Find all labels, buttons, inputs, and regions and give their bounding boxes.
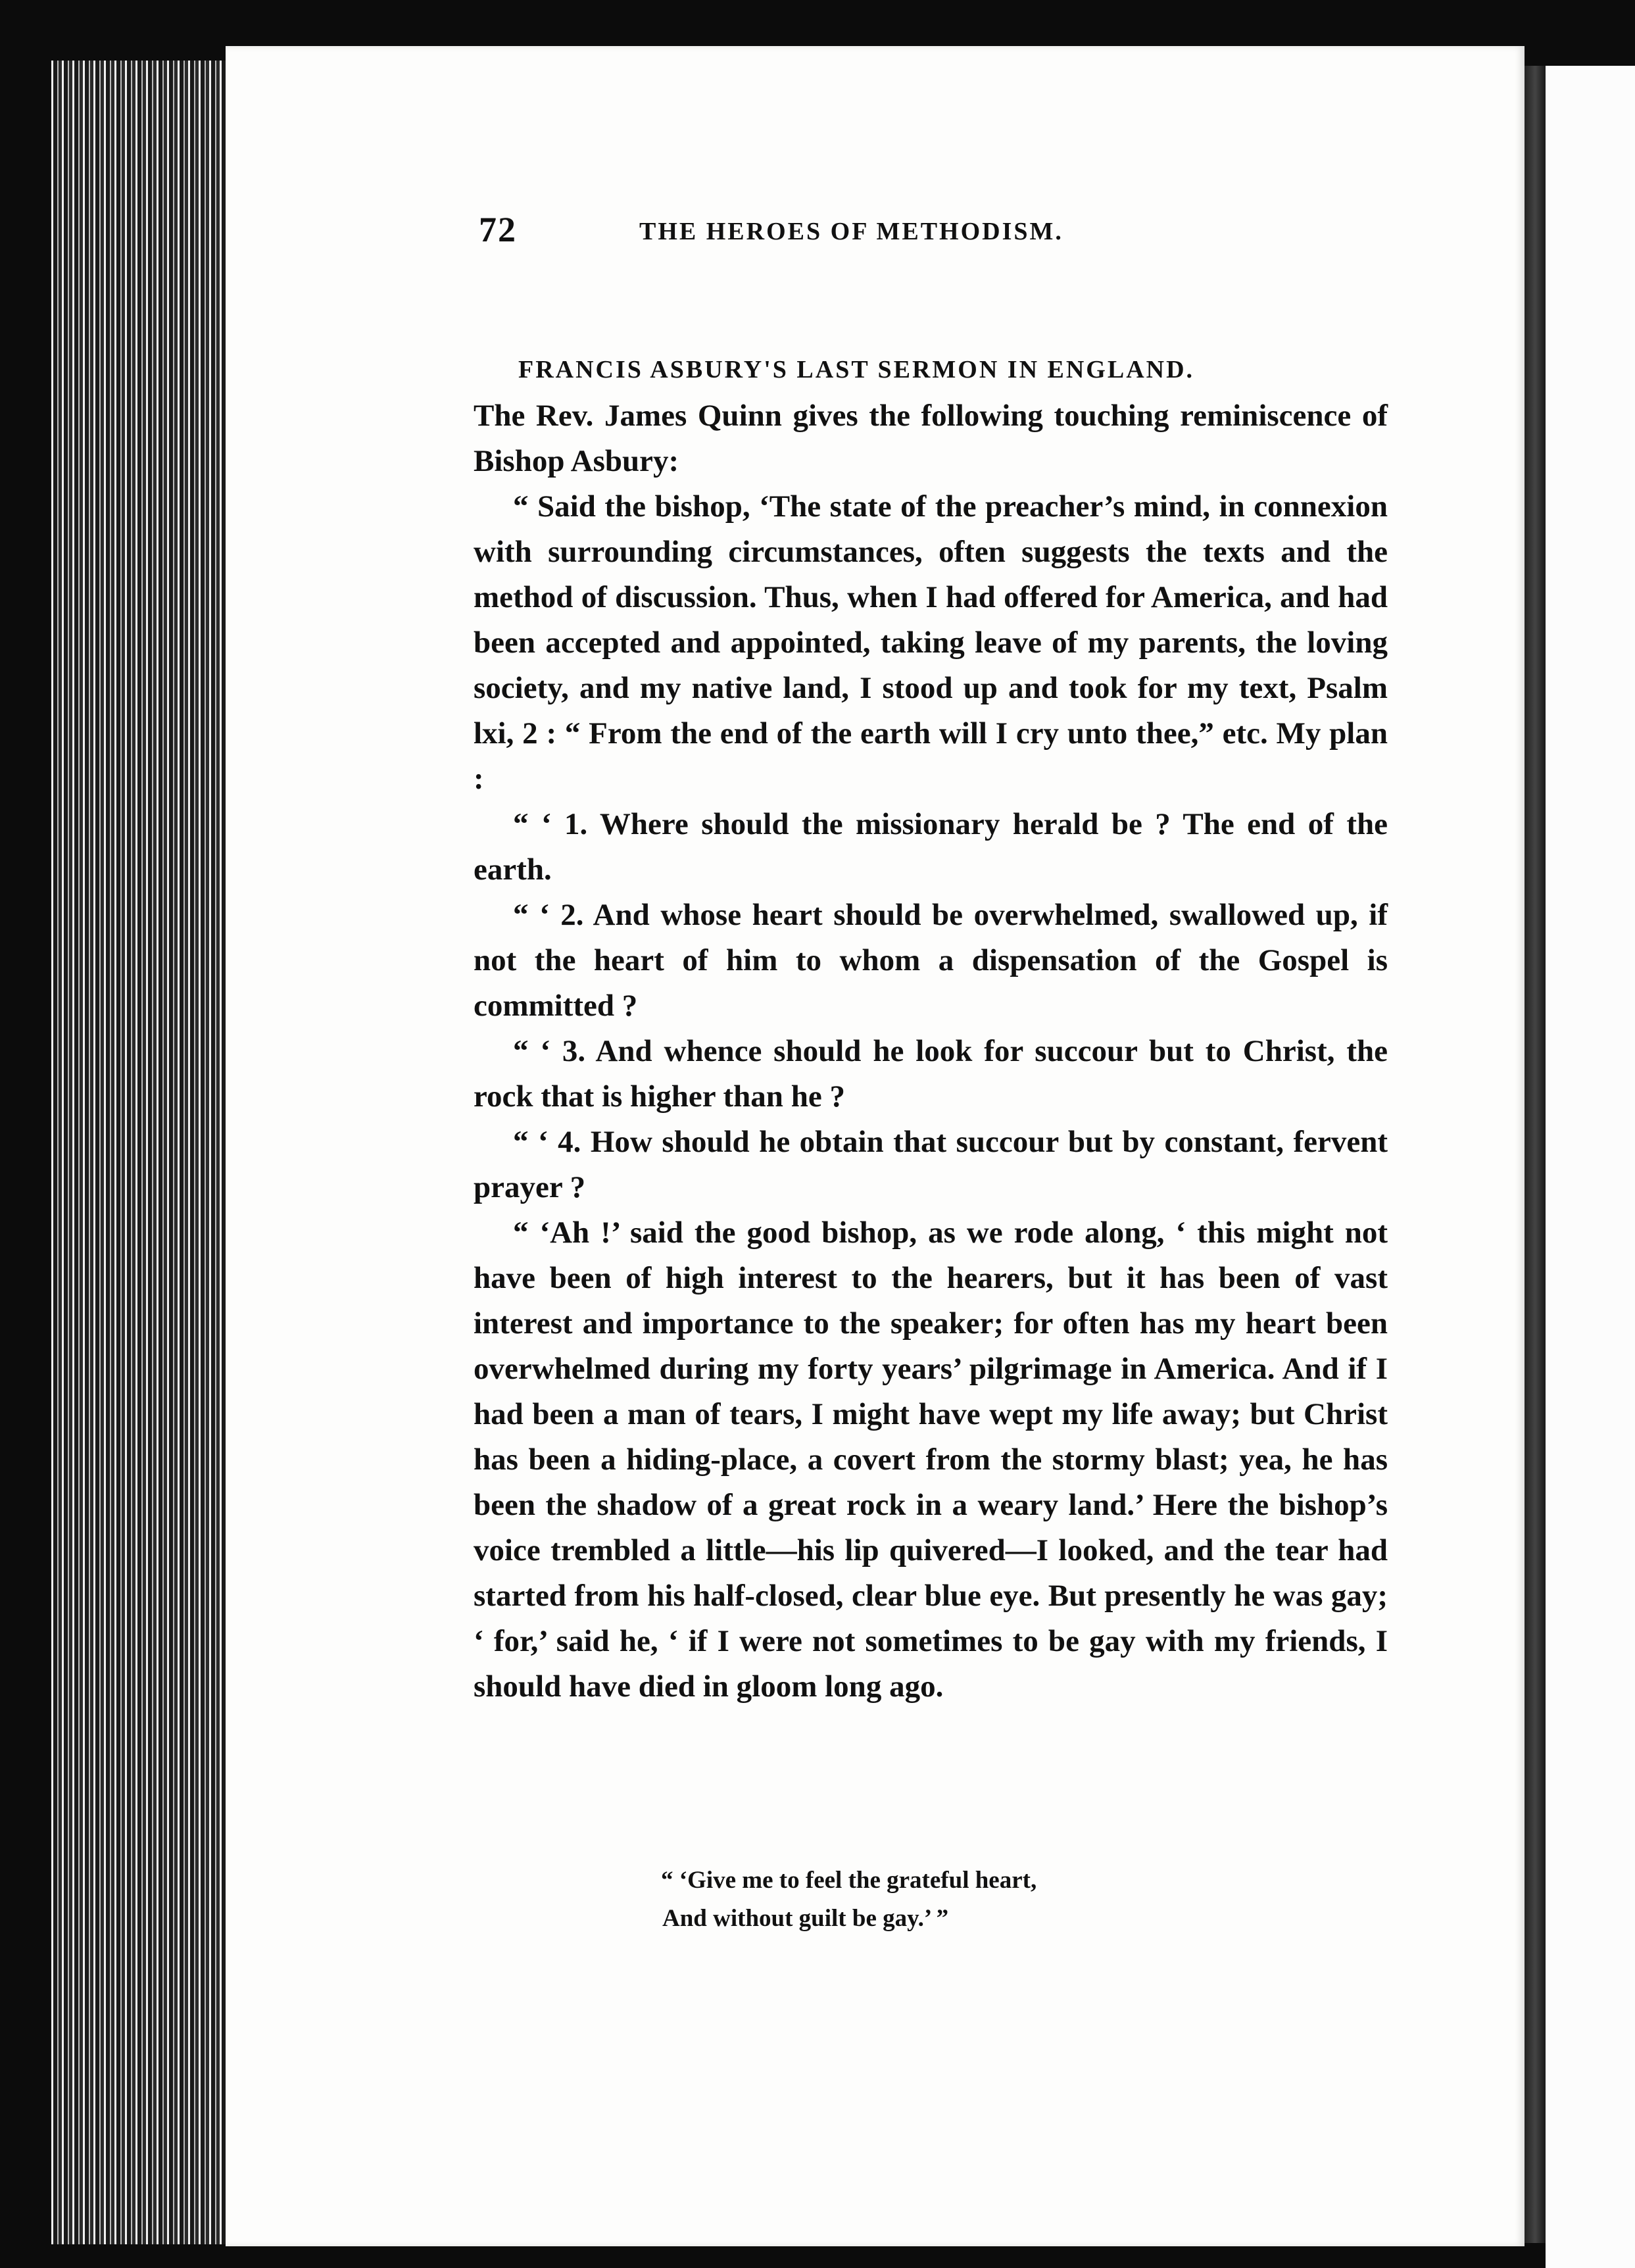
paragraph-bishop-speech: “ Said the bishop, ‘The state of the preacher’s mind, in connexion with surrounding circumstances, often suggests the texts and the method of discussion. Thus, when I had offered for America, and had been accepted and appointed, taking leave of my parents, the loving society, and my native land, I stood up and took for my text, Psalm lxi, 2 : “ From the end of the earth will I cry unto thee,” etc. My plan :	[474, 489, 1388, 796]
section-heading: FRANCIS ASBURY'S LAST SERMON IN ENGLAND.	[518, 356, 1195, 383]
running-head	[479, 209, 1531, 268]
page-gutter	[1525, 66, 1546, 2243]
paragraph-intro: The Rev. James Quinn gives the following touching reminiscence of Bishop Asbury:	[474, 399, 1388, 478]
paragraph-point-4: “ ‘ 4. How should he obtain that succour but by constant, fervent prayer ?	[474, 1125, 1388, 1204]
paragraph-point-2: “ ‘ 2. And whose heart should be overwhelmed, swallowed up, if not the heart of him to whom a dispensation of the Gospel is committed ?	[474, 898, 1388, 1023]
verse-line-1: “ ‘Give me to feel the grateful heart,	[661, 1867, 1037, 1894]
running-title: THE HEROES OF METHODISM.	[639, 218, 1063, 245]
page-body	[474, 355, 1388, 1710]
facing-page-edge	[1546, 66, 1635, 2268]
paragraph-point-3: “ ‘ 3. And whence should he look for succour but to Christ, the rock that is higher than he ?	[474, 1034, 1388, 1114]
paragraph-reflection: “ ‘Ah !’ said the good bishop, as we rode along, ‘ this might not have been of high interest to the hearers, but it has been of vast interest and importance to the speaker; for often has my heart been overwhelmed during my forty years’ pilgrimage in America. And if I had been a man of tears, I might have wept my life away; but Christ has been a hiding-place, a covert from the stormy blast; yea, he has been the shadow of a great rock in a weary land.’ Here the bishop’s voice trembled a little—his lip quivered—I looked, and the tear had started from his half-closed, clear blue eye. But presently he was gay; ‘ for,’ said he, ‘ if I were not sometimes to be gay with my friends, I should have died in gloom long ago.	[474, 1216, 1388, 1704]
paragraph-point-1: “ ‘ 1. Where should the missionary herald be ? The end of the earth.	[474, 807, 1388, 887]
verse-line-2: And without guilt be gay.’ ”	[662, 1905, 949, 1932]
page-number: 72	[479, 210, 517, 249]
closing-verse	[661, 1861, 1037, 1938]
book-binding	[51, 61, 226, 2244]
